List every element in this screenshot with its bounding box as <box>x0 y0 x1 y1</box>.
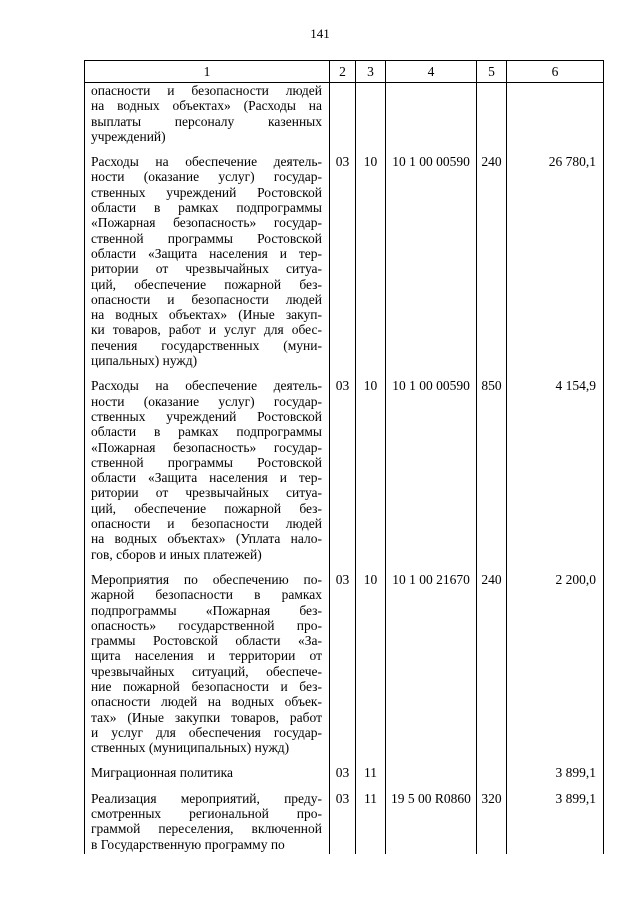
spacer-cell <box>507 564 604 572</box>
description-line: Мероприятия по обеспечению по- <box>91 571 322 587</box>
description-line: опасности и безопасности людей <box>91 83 322 98</box>
description-line: Миграционная политика <box>91 765 233 781</box>
description-line: опасности и безопасности людей <box>91 516 322 532</box>
spacer-cell <box>386 370 477 378</box>
description-line: ние пожарной безопасности и без- <box>91 678 322 694</box>
spacer-cell <box>477 370 507 378</box>
header-cell-3: 3 <box>356 61 386 83</box>
expense-type-cell: 240 <box>477 154 507 370</box>
target-article-cell <box>386 765 477 782</box>
description-cell <box>85 83 330 147</box>
description-line: ственной программы Ростовской <box>91 454 322 470</box>
subsection-cell: 11 <box>356 791 386 854</box>
description-line: «Пожарная безопасность» государ- <box>91 215 322 231</box>
description-line: ципальных) нужд) <box>91 353 198 369</box>
description-line: Расходы на обеспечение деятель- <box>91 378 322 394</box>
description-line: ственной программы Ростовской <box>91 230 322 246</box>
description-line: области в рамках подпрограммы <box>91 424 322 440</box>
description-line: ритории от чрезвычайных ситуа- <box>91 261 322 277</box>
section-cell: 03 <box>330 378 356 564</box>
row-spacer <box>85 564 604 572</box>
spacer-cell <box>330 370 356 378</box>
description-cell <box>85 572 330 758</box>
description-cell <box>85 765 330 782</box>
expense-type-cell <box>477 765 507 782</box>
header-row <box>85 61 604 83</box>
spacer-cell <box>330 146 356 154</box>
spacer-cell <box>356 564 386 572</box>
spacer-cell <box>85 564 330 572</box>
budget-table <box>84 60 604 854</box>
description-line: жарной безопасности в рамках <box>91 587 322 603</box>
spacer-cell <box>85 370 330 378</box>
description-line: опасности людей на водных объек- <box>91 694 322 710</box>
spacer-cell <box>477 564 507 572</box>
spacer-cell <box>356 370 386 378</box>
spacer-cell <box>386 146 477 154</box>
description-line: гов, сборов и иных платежей) <box>91 546 262 562</box>
spacer-cell <box>85 757 330 765</box>
subsection-cell: 10 <box>356 572 386 758</box>
spacer-cell <box>356 757 386 765</box>
description-line: Реализация мероприятий, преду- <box>91 790 322 806</box>
description-line: ритории от чрезвычайных ситуа- <box>91 485 322 501</box>
spacer-cell <box>507 783 604 791</box>
target-article-cell: 10 1 00 00590 <box>386 154 477 370</box>
description-line: ности (оказание услуг) государ- <box>91 393 322 409</box>
header-cell-2: 2 <box>330 61 356 83</box>
description-line: области «Защита населения и тер- <box>91 470 322 486</box>
row-spacer <box>85 370 604 378</box>
row-spacer <box>85 783 604 791</box>
description-line: чрезвычайных ситуаций, обеспече- <box>91 663 322 679</box>
description-line: учреждений) <box>91 128 166 144</box>
spacer-cell <box>356 783 386 791</box>
description-line: ки товаров, работ и услуг для обес- <box>91 322 322 338</box>
target-article-cell <box>386 83 477 147</box>
description-line: ственных (муниципальных) нужд) <box>91 740 290 756</box>
spacer-cell <box>386 783 477 791</box>
amount-cell: 3 899,1 <box>507 765 604 782</box>
spacer-cell <box>477 146 507 154</box>
description-line: ственных учреждений Ростовской <box>91 184 322 200</box>
description-line: ности (оказание услуг) государ- <box>91 169 322 185</box>
amount-cell: 2 200,0 <box>507 572 604 758</box>
description-line: граммой переселения, включенной <box>91 821 322 837</box>
description-line: печения государственных (муни- <box>91 337 322 353</box>
spacer-cell <box>356 146 386 154</box>
page-number: 141 <box>310 26 330 41</box>
table-row <box>85 765 604 782</box>
description-line: граммы Ростовской области «За- <box>91 633 322 649</box>
spacer-cell <box>386 757 477 765</box>
section-cell: 03 <box>330 765 356 782</box>
description-cell <box>85 154 330 370</box>
description-line: в Государственную программу по <box>91 836 285 852</box>
description-line: выплаты персоналу казенных <box>91 113 322 129</box>
amount-cell: 3 899,1 <box>507 791 604 854</box>
description-cell <box>85 791 330 854</box>
table-row <box>85 791 604 854</box>
description-line: ций, обеспечение пожарной без- <box>91 500 322 516</box>
spacer-cell <box>507 757 604 765</box>
spacer-cell <box>477 783 507 791</box>
section-cell: 03 <box>330 572 356 758</box>
description-line: «Пожарная безопасность» государ- <box>91 439 322 455</box>
target-article-cell: 10 1 00 00590 <box>386 378 477 564</box>
description-line: на водных объектах» (Расходы на <box>91 98 322 114</box>
expense-type-cell: 320 <box>477 791 507 854</box>
expense-type-cell: 850 <box>477 378 507 564</box>
subsection-cell: 10 <box>356 378 386 564</box>
spacer-cell <box>330 564 356 572</box>
description-line: области «Защита населения и тер- <box>91 245 322 261</box>
table-row <box>85 572 604 758</box>
amount-cell <box>507 83 604 147</box>
row-spacer <box>85 146 604 154</box>
header-cell-5: 5 <box>477 61 507 83</box>
spacer-cell <box>507 146 604 154</box>
description-cell <box>85 378 330 564</box>
description-line: на водных объектах» (Уплата нало- <box>91 531 322 547</box>
table-row <box>85 83 604 147</box>
spacer-cell <box>477 757 507 765</box>
description-line: ственных учреждений Ростовской <box>91 408 322 424</box>
spacer-cell <box>330 783 356 791</box>
description-line: тах» (Иные закупки товаров, работ <box>91 709 322 725</box>
table-row <box>85 378 604 564</box>
description-line: опасности и безопасности людей <box>91 291 322 307</box>
amount-cell: 26 780,1 <box>507 154 604 370</box>
spacer-cell <box>330 757 356 765</box>
header-cell-4: 4 <box>386 61 477 83</box>
section-cell: 03 <box>330 154 356 370</box>
description-line: Расходы на обеспечение деятель- <box>91 154 322 170</box>
target-article-cell: 19 5 00 R0860 <box>386 791 477 854</box>
amount-cell: 4 154,9 <box>507 378 604 564</box>
spacer-cell <box>85 146 330 154</box>
spacer-cell <box>386 564 477 572</box>
description-line: опасность» государственной про- <box>91 617 322 633</box>
spacer-cell <box>507 370 604 378</box>
description-line: подпрограммы «Пожарная без- <box>91 602 322 618</box>
expense-type-cell: 240 <box>477 572 507 758</box>
row-spacer <box>85 757 604 765</box>
section-cell: 03 <box>330 791 356 854</box>
description-line: и услуг для обеспечения государ- <box>91 724 322 740</box>
description-line: щита населения и территории от <box>91 648 322 664</box>
expense-type-cell <box>477 83 507 147</box>
description-line: ций, обеспечение пожарной без- <box>91 276 322 292</box>
section-cell <box>330 83 356 147</box>
target-article-cell: 10 1 00 21670 <box>386 572 477 758</box>
table-row <box>85 154 604 370</box>
subsection-cell: 11 <box>356 765 386 782</box>
description-line: области в рамках подпрограммы <box>91 200 322 216</box>
spacer-cell <box>85 783 330 791</box>
description-line: на водных объектах» (Иные закуп- <box>91 307 322 323</box>
description-line: смотренных региональной про- <box>91 806 322 822</box>
header-cell-1: 1 <box>85 61 330 83</box>
subsection-cell: 10 <box>356 154 386 370</box>
header-cell-6: 6 <box>507 61 604 83</box>
subsection-cell <box>356 83 386 147</box>
